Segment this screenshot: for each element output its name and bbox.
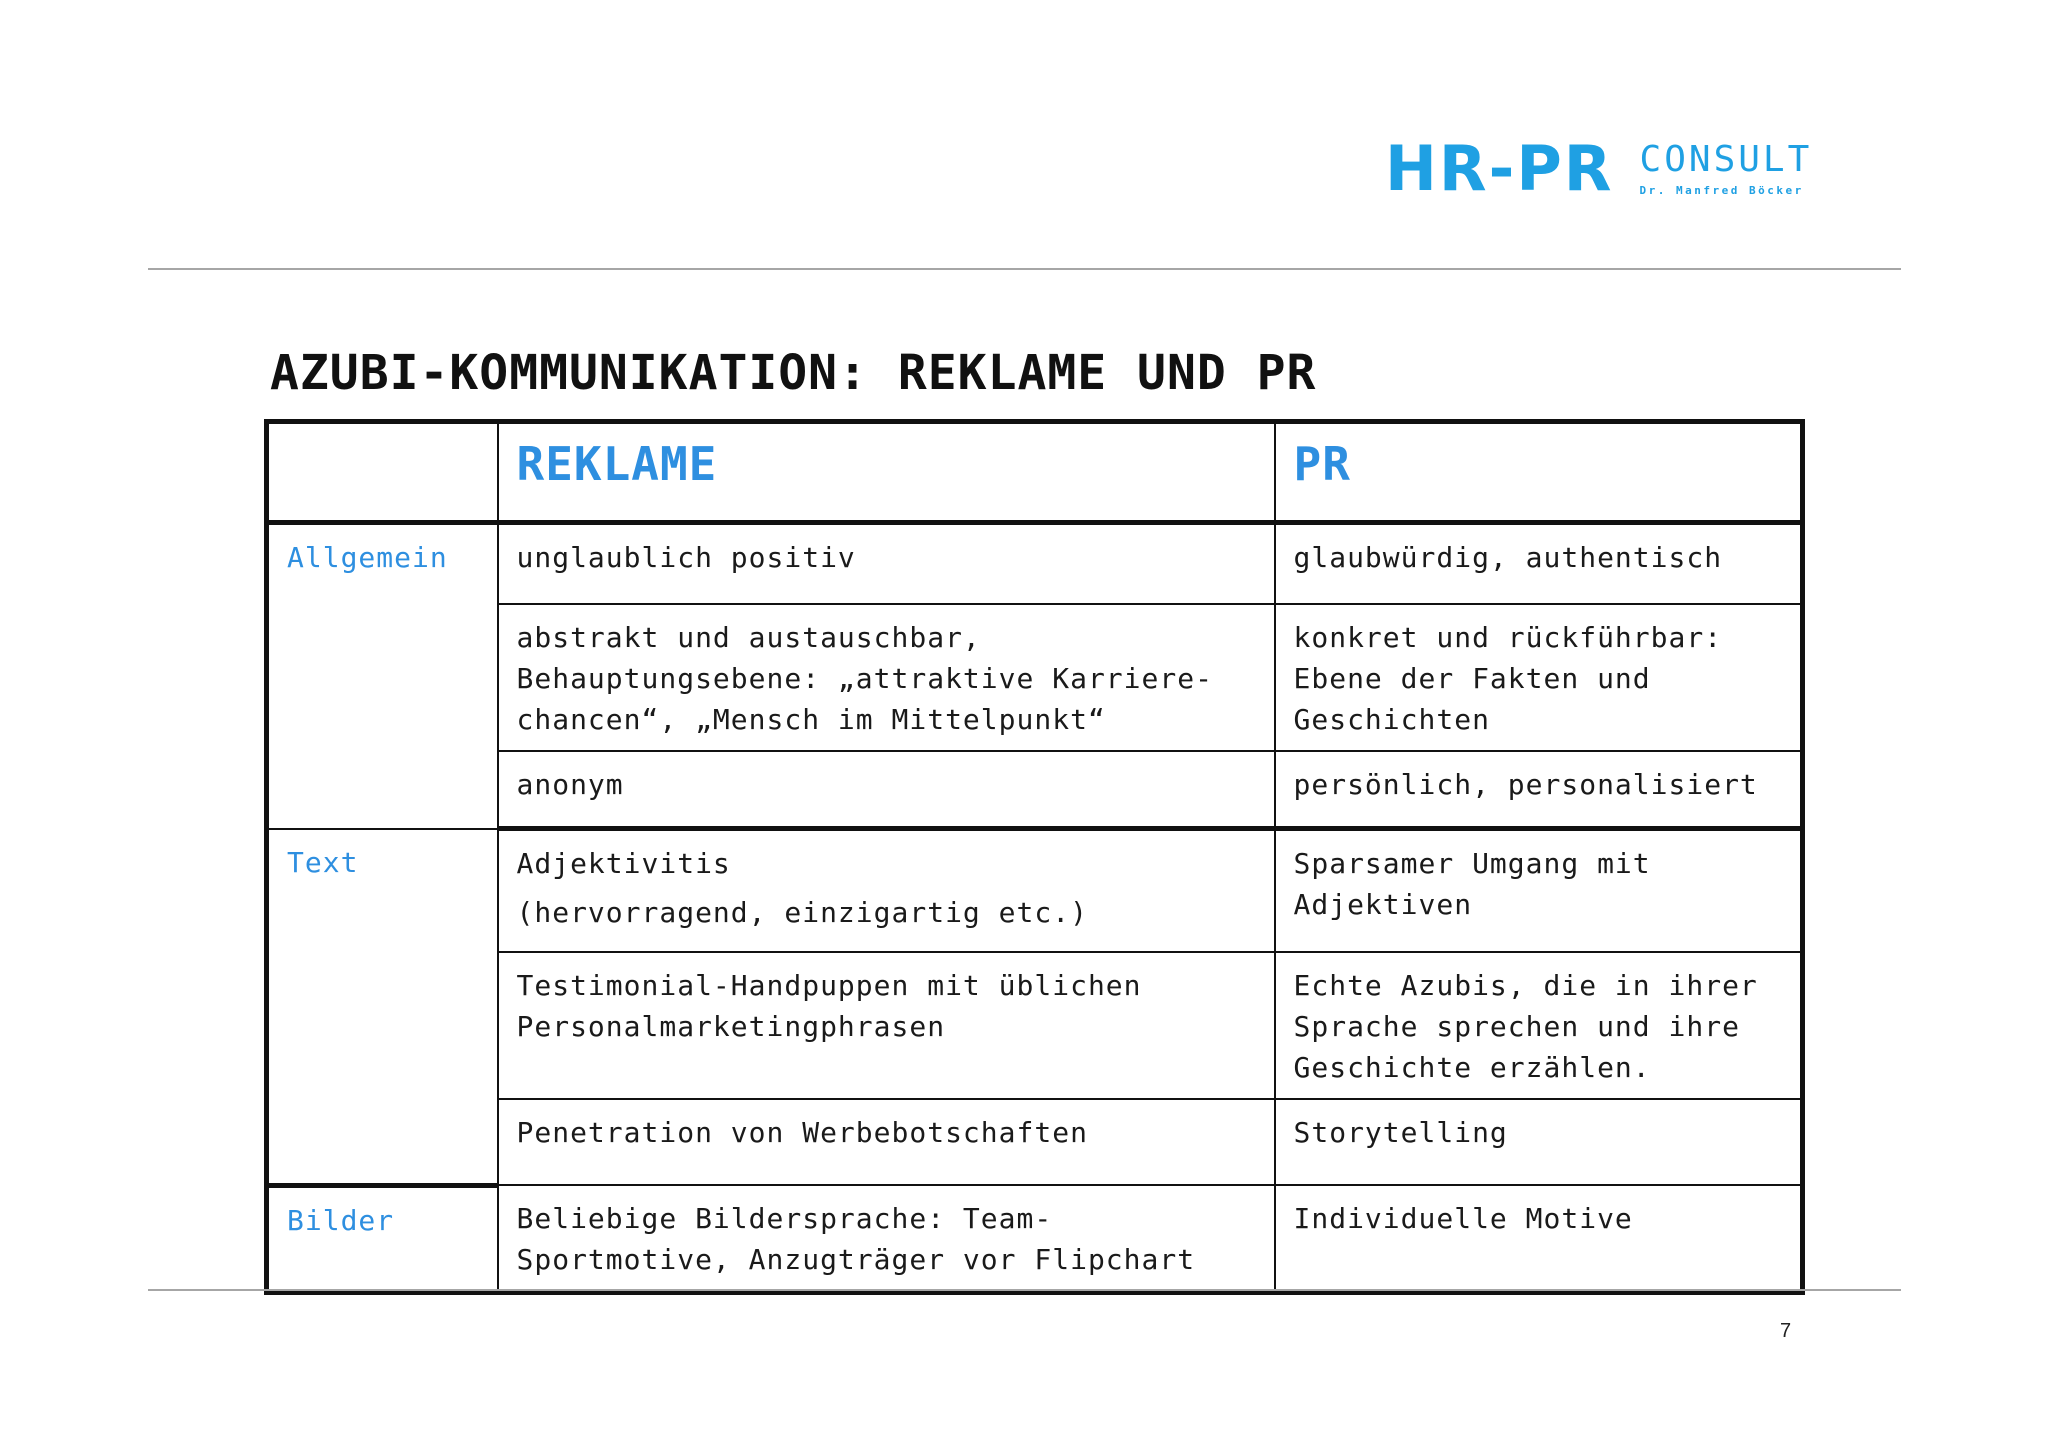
reklame-cell: anonym xyxy=(498,751,1275,829)
pr-cell: Storytelling xyxy=(1275,1099,1803,1185)
table-header-row xyxy=(267,422,1803,523)
company-logo xyxy=(1385,132,1813,205)
header-pr: PR xyxy=(1275,422,1803,523)
reklame-cell: abstrakt und austauschbar, Behauptungsebene: „attraktive Karriere-chancen“, „Mensch im Mittelpunkt“ xyxy=(498,604,1275,751)
header-empty-cell xyxy=(267,422,498,523)
table-row xyxy=(267,751,1803,829)
logo-subline: Dr. Manfred Böcker xyxy=(1639,184,1804,197)
logo-wordmark: HR-PR xyxy=(1385,132,1614,205)
category-text: Text xyxy=(267,829,498,1186)
reklame-cell: Penetration von Werbebotschaften xyxy=(498,1099,1275,1185)
category-allgemein: Allgemein xyxy=(267,523,498,829)
pr-cell: konkret und rückführbar: Ebene der Fakten und Geschichten xyxy=(1275,604,1803,751)
reklame-cell-line2: (hervorragend, einzigartig etc.) xyxy=(516,896,1088,929)
table-row xyxy=(267,1099,1803,1185)
pr-cell: Echte Azubis, die in ihrer Sprache sprechen und ihre Geschichte erzählen. xyxy=(1275,952,1803,1099)
table-row xyxy=(267,523,1803,605)
reklame-cell: Testimonial-Handpuppen mit üblichen Personalmarketingphrasen xyxy=(498,952,1275,1099)
slide-title: AZUBI-KOMMUNIKATION: REKLAME UND PR xyxy=(270,345,1317,401)
table-row xyxy=(267,952,1803,1099)
pr-cell: persönlich, personalisiert xyxy=(1275,751,1803,829)
logo-side xyxy=(1639,139,1813,197)
reklame-cell: Beliebige Bildersprache: Team-Sportmotive, Anzugträger vor Flipchart xyxy=(498,1185,1275,1293)
table-row xyxy=(267,604,1803,751)
table-row xyxy=(267,829,1803,953)
header-reklame: REKLAME xyxy=(498,422,1275,523)
reklame-cell-line1: Adjektivitis xyxy=(516,847,731,880)
reklame-cell xyxy=(498,829,1275,953)
page-number: 7 xyxy=(1780,1320,1792,1342)
pr-cell: glaubwürdig, authentisch xyxy=(1275,523,1803,605)
pr-cell: Individuelle Motive xyxy=(1275,1185,1803,1293)
header-divider xyxy=(148,268,1901,270)
category-bilder: Bilder xyxy=(267,1185,498,1293)
comparison-table xyxy=(264,419,1805,1295)
logo-consult-text: CONSULT xyxy=(1639,139,1813,180)
table-row xyxy=(267,1185,1803,1293)
footer-divider xyxy=(148,1289,1901,1291)
pr-cell: Sparsamer Umgang mit Adjektiven xyxy=(1275,829,1803,953)
reklame-cell: unglaublich positiv xyxy=(498,523,1275,605)
